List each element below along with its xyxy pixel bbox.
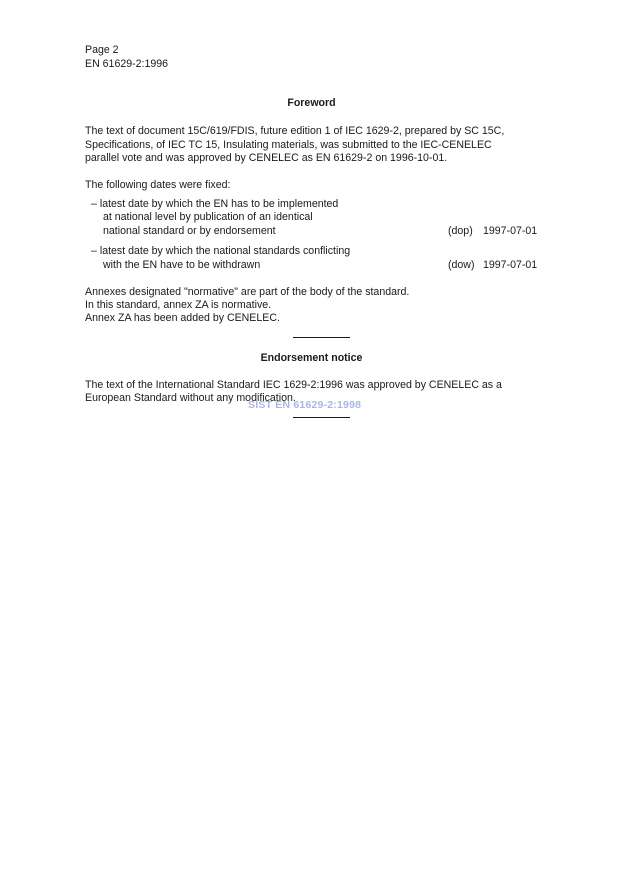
date-item-dop-date: 1997-07-01 bbox=[483, 225, 538, 237]
endorsement-line-1: The text of the International Standard IEC 1629-2:1996 was approved by CENELEC as a bbox=[85, 379, 502, 391]
foreword-intro-line-3: parallel vote and was approved by CENELEC as EN 61629-2 on 1996-10-01. bbox=[85, 152, 448, 164]
section-divider bbox=[293, 337, 350, 338]
date-item-dop-line-2: at national level by publication of an identical bbox=[103, 211, 313, 223]
date-item-dow-date: 1997-07-01 bbox=[483, 259, 538, 271]
date-item-dow-line-1: – latest date by which the national standards conflicting bbox=[91, 245, 351, 257]
document-id: EN 61629-2:1996 bbox=[85, 58, 169, 70]
date-item-dow-code: (dow) bbox=[448, 259, 475, 271]
annex-line-2: In this standard, annex ZA is normative. bbox=[85, 299, 272, 311]
endorsement-title: Endorsement notice bbox=[260, 352, 363, 364]
endorsement-line-2: European Standard without any modification. bbox=[85, 392, 296, 404]
page-number: Page 2 bbox=[85, 44, 119, 56]
date-item-dop-line-1: – latest date by which the EN has to be implemented bbox=[91, 198, 339, 210]
annex-line-3: Annex ZA has been added by CENELEC. bbox=[85, 312, 280, 324]
watermark-text: SIST EN 61629-2:1998 bbox=[248, 399, 362, 411]
foreword-intro-line-2: Specifications, of IEC TC 15, Insulating materials, was submitted to the IEC-CENELEC bbox=[85, 139, 492, 151]
date-item-dop-code: (dop) bbox=[448, 225, 473, 237]
date-item-dop-line-3: national standard or by endorsement bbox=[103, 225, 276, 237]
dates-intro: The following dates were fixed: bbox=[85, 179, 231, 191]
foreword-intro-line-1: The text of document 15C/619/FDIS, future edition 1 of IEC 1629-2, prepared by SC 15C, bbox=[85, 125, 505, 137]
end-divider bbox=[293, 417, 350, 418]
annex-line-1: Annexes designated "normative" are part of the body of the standard. bbox=[85, 286, 410, 298]
foreword-title: Foreword bbox=[287, 97, 336, 109]
date-item-dow-line-2: with the EN have to be withdrawn bbox=[103, 259, 261, 271]
